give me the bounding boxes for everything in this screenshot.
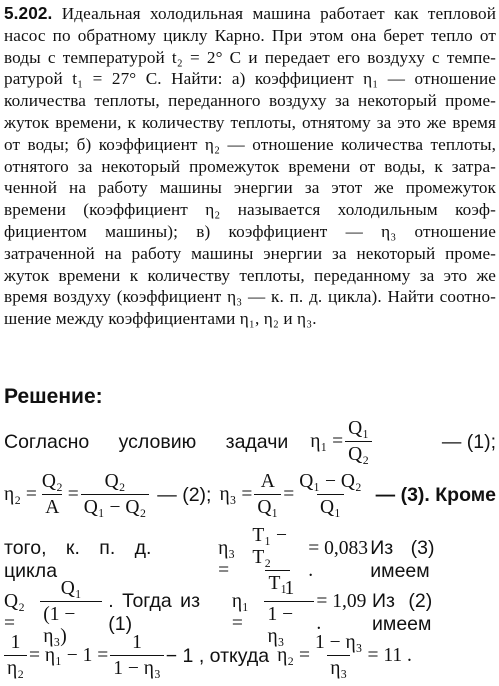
fraction-numerator: Q₁ (60, 578, 82, 599)
fraction-denominator: Q₂ (345, 441, 372, 466)
equation-lhs: η₁ = (231, 591, 249, 634)
solution-text: Согласно условию задачи (4, 430, 289, 453)
problem-line: жуток времени, к количеству теплоты, отнятому за это же время (4, 112, 496, 132)
problem-line: воды с температурой t₂ = 2° C и передает его воздуху с темпе- (4, 47, 496, 67)
equation-lhs: η₁ = (310, 431, 344, 452)
equation-lhs: Q₂ = (4, 591, 25, 634)
problem-line: отнятого за некоторый промежуток времени от воды, к затра- (4, 156, 496, 176)
fraction-numerator: 1 − η₃ (314, 632, 363, 653)
fraction-numerator: Q₂ (41, 471, 63, 492)
fraction-denominator: 1 − η₃ (110, 655, 164, 680)
fraction (4, 632, 27, 680)
fraction (39, 471, 66, 519)
equals-sign: = (67, 484, 79, 505)
fraction-numerator: 1 (284, 578, 295, 599)
fraction-numerator: T₁ − T₂ (252, 525, 287, 568)
fraction-denominator: 1 − η₃ (264, 601, 314, 648)
fraction-denominator: T₁ (265, 570, 290, 595)
fraction-denominator: A (42, 494, 62, 519)
fraction-numerator: Q₁ (348, 418, 370, 439)
solution-text: − 1 , откуда (165, 644, 270, 667)
problem-line: шение между коэффициентами η₁, η₂ и η₃. (4, 309, 317, 329)
solution-line-1 (4, 418, 496, 466)
equation-label: — (2); (157, 483, 212, 506)
solution-text: того, к. п. д. цикла (4, 537, 152, 582)
equation-part: = η₁ − 1 = (29, 645, 109, 666)
problem-line: жуток времени к количеству теплоты, переданному за это же (4, 265, 496, 285)
fraction-numerator: 1 (132, 632, 142, 653)
problem-line: Идеальная холодильная машина работает как тепловой (61, 4, 496, 23)
problem-line: количества теплоты, переданного воздуху за некоторый проме- (4, 91, 496, 111)
fraction-denominator: η₂ (4, 655, 27, 680)
fraction (345, 418, 372, 466)
equation-lhs: η₃ = (218, 538, 236, 581)
problem-line: время воздуху (коэффициент η₃ — к. п. д. цикла). Найти соотно- (4, 287, 496, 307)
equation-lhs: η₂ = (4, 484, 37, 505)
fraction-denominator: Q₁ (317, 494, 344, 519)
problem-line: затраченной на работу машины энергии за некоторый проме- (4, 243, 496, 263)
solution-line-5 (4, 632, 496, 680)
fraction-denominator: η₃ (327, 655, 350, 680)
fraction-denominator: (1 − η₃) (40, 601, 102, 648)
equation-label: — (1); (441, 430, 496, 453)
fraction (81, 471, 150, 519)
fraction-denominator: Q₁ (254, 494, 281, 519)
problem-line: ченной на работу машины энергии за этот же промежуток (4, 178, 496, 198)
fraction-denominator: Q₁ − Q₂ (81, 494, 150, 519)
result-value: = 11 . (367, 645, 412, 666)
solution-text: . Тогда из (1) (108, 590, 201, 635)
solution-heading: Решение: (4, 385, 103, 408)
problem-line: насос по обратному циклу Карно. При этом она берет тепло от (4, 25, 496, 45)
fraction (110, 632, 164, 680)
solution-text: Из (2) имеем (372, 590, 433, 635)
equation-lhs: η₂ = (277, 645, 310, 666)
fraction-numerator: Q₂ (104, 471, 126, 492)
fraction-numerator: Q₁ − Q₂ (299, 471, 362, 492)
solution-line-2 (4, 471, 496, 519)
problem-text (4, 3, 496, 330)
problem-line: времени (коэффициент η₂ называется холодильным коэф- (4, 200, 496, 220)
problem-line: ратурой t₁ = 27° C. Найти: а) коэффициент η₁ — отношение (4, 69, 496, 89)
equation-lhs: η₃ = (219, 484, 253, 505)
fraction-numerator: A (260, 471, 275, 492)
result-value: = 1,09 . (316, 591, 367, 634)
problem-line: фициентом машины); в) коэффициент — η₃ отношение (4, 221, 496, 241)
equation-label-bold: — (3). Кроме (375, 483, 496, 506)
problem-number: 5.202. (4, 3, 53, 23)
fraction (296, 471, 365, 519)
result-value: = 0,083 . (308, 538, 369, 581)
fraction (254, 471, 281, 519)
fraction-numerator: 1 (10, 632, 21, 653)
equals-sign: = (283, 484, 295, 505)
solution-text: Из (3) имеем (370, 537, 435, 582)
problem-line: от воды; б) коэффициент η₂ — отношение количества теплоты, (4, 134, 496, 154)
fraction (312, 632, 366, 680)
